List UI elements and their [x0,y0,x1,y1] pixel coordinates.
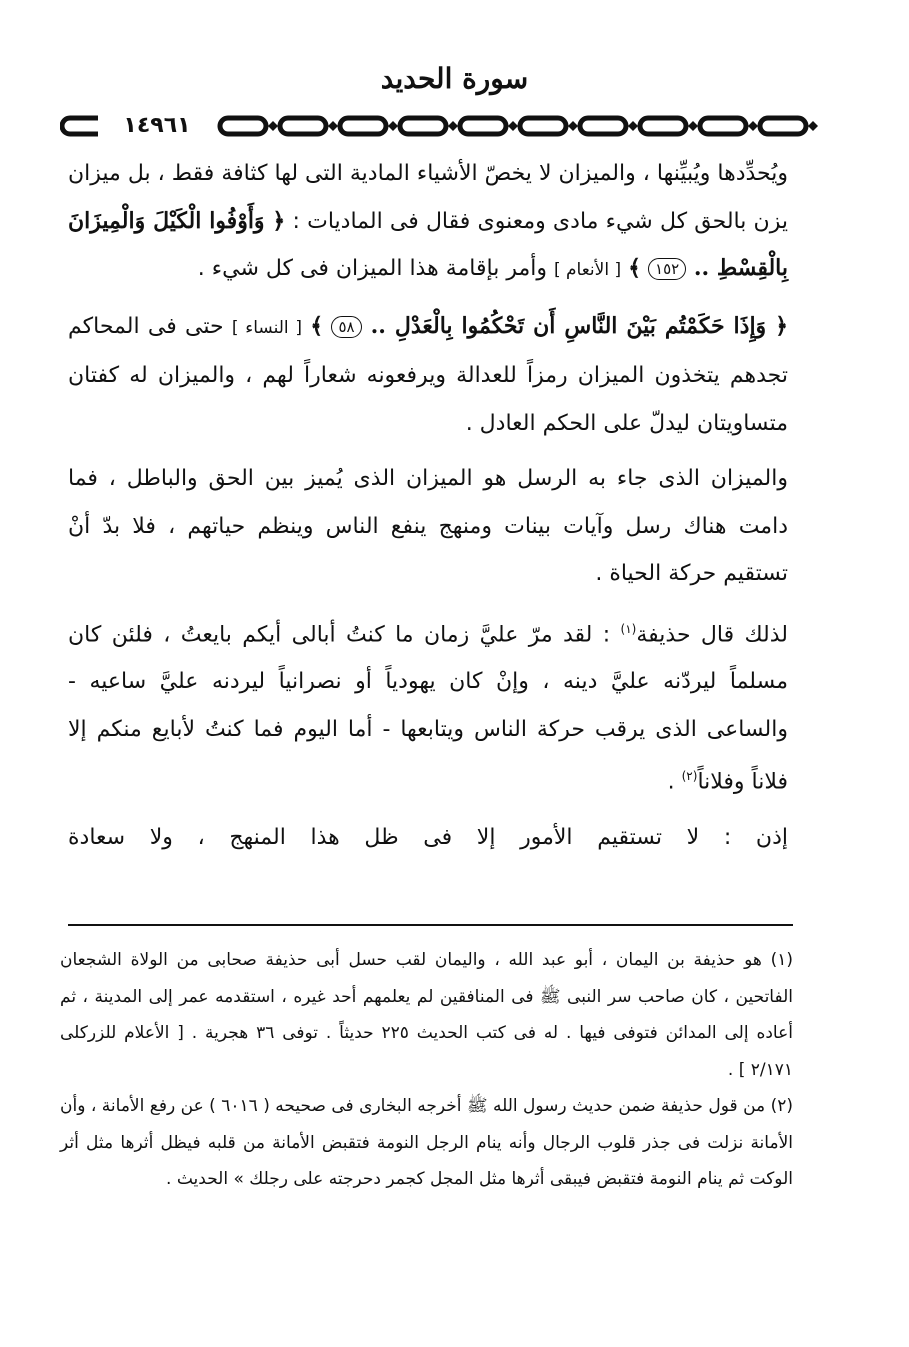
paragraph: والميزان الذى جاء به الرسل هو الميزان الذى يُميز بين الحق والباطل ، فما دامت هناك رسل وآيات بينات ومنهج ينفع الناس وينظم حياتهم ، فلا بدّ أنْ تستقيم حركة الحياة . [68,466,788,586]
paragraph [68,303,788,448]
surah-reference: [ الأنعام ] [553,260,622,280]
ayah-number: ١٥٢ [648,258,686,280]
chain-diamond [628,121,638,131]
text-run: ويُحدِّدها ويُبيِّنها ، والميزان لا يخصّ الأشياء المادية التى لها كثافة فقط ، بل ميزان يزن بالحق كل شيء مادى ومعنوى فقال فى الماديات : [68,161,788,234]
ayah-number: ٥٨ [331,316,361,338]
text-run: . [667,769,675,795]
footnote-2: (٢) من قول حذيفة ضمن حديث رسول الله ﷺ أخرجه البخارى فى صحيحه ( ٦٠١٦ ) عن رفع الأمانة ، وأن الأمانة نزلت فى جذر قلوب الرجال وأنه ينام الرجل النومة فتقبض الأمانة من قلبه فيظل أثرها مثل أثر الوكت ثم ينام النومة فتقبض فيبقى أثرها مثل المجل كجمر دحرجته على رجلك » الحديث . [60,1096,793,1189]
paragraph [68,150,788,295]
header-ornament-band [60,108,860,144]
chain-diamond [508,121,518,131]
chain-link [640,118,686,134]
footnote-divider [68,924,793,926]
chain-link [400,118,446,134]
chain-link [460,118,506,134]
chain-diamond [448,121,458,131]
main-text [68,150,788,870]
text-run: لذلك قال حذيفة [636,621,788,647]
footnote-marker: (١) [620,621,637,636]
chain-diamond [388,121,398,131]
chain-diamond [748,121,758,131]
chain-diamond [568,121,578,131]
quran-verse: ﴿ وَإِذَا حَكَمْتُم بَيْنَ النَّاسِ أَن تَحْكُمُوا بِالْعَدْلِ .. [361,312,789,339]
text-run: : لقد مرّ عليَّ زمان ما كنتُ أبالى أيكم بايعتُ ، فلئن كان مسلماً ليردّنه عليَّ دينه ، وإنْ كان يهودياً أو نصرانياً ليردنه عليَّ ساعيه - والساعى الذى يرقب حركة الناس ويتابعها - أما اليوم فما كنتُ لأبايع منكم إلا فلاناً وفلاناً [68,621,788,795]
quran-verse: ﴿ وَأَوْفُوا الْكَيْلَ وَالْمِيزَانَ بِالْقِسْطِ .. [68,207,788,281]
text-run: حتى فى المحاكم تجدهم يتخذون الميزان رمزاً للعدالة ويرفعونه شعاراً لهم ، والميزان له كفتان متساويتان ليدلّ على الحكم العادل . [68,313,788,436]
chain-diamond [328,121,338,131]
quran-bracket: ﴾ [310,312,324,339]
chain-link [700,118,746,134]
chain-diamond [688,121,698,131]
quran-bracket: ﴾ [628,255,642,281]
chain-link [220,118,266,134]
paragraph [68,606,788,807]
footnotes [60,942,793,1198]
surah-title: سورة الحديد [380,62,529,95]
chain-link [580,118,626,134]
text-run: وأمر بإقامة هذا الميزان فى كل شيء . [197,256,547,281]
paragraph: إذن : لا تستقيم الأمور إلا فى ظل هذا المنهج ، ولا سعادة [68,825,788,851]
chain-link [760,118,806,134]
footnote-1: (١) هو حذيفة بن اليمان ، أبو عبد الله ، واليمان لقب حسل أبى حذيفة صحابى من الولاة الشجعان الفاتحين ، كان صاحب سر النبى ﷺ فى المنافقين لم يعلمهم أحد غيره ، استقدمه عمر إلى المدينة ، ثم أعاده إلى المدائن فتوفى فيها . له فى كتب الحديث ٢٢٥ حديثاً . توفى ٣٦ هجرية . [ الأعلام للزركلى ٢/١٧١ ] . [60,950,793,1080]
chain-diamond [808,121,818,131]
chain-link [520,118,566,134]
chain-link [340,118,386,134]
page-number: ١٤٩٦١ [98,108,216,144]
surah-reference: [ النساء ] [231,317,302,338]
footnote-marker: (٢) [681,769,698,784]
chain-diamond [268,121,278,131]
chain-link [280,118,326,134]
